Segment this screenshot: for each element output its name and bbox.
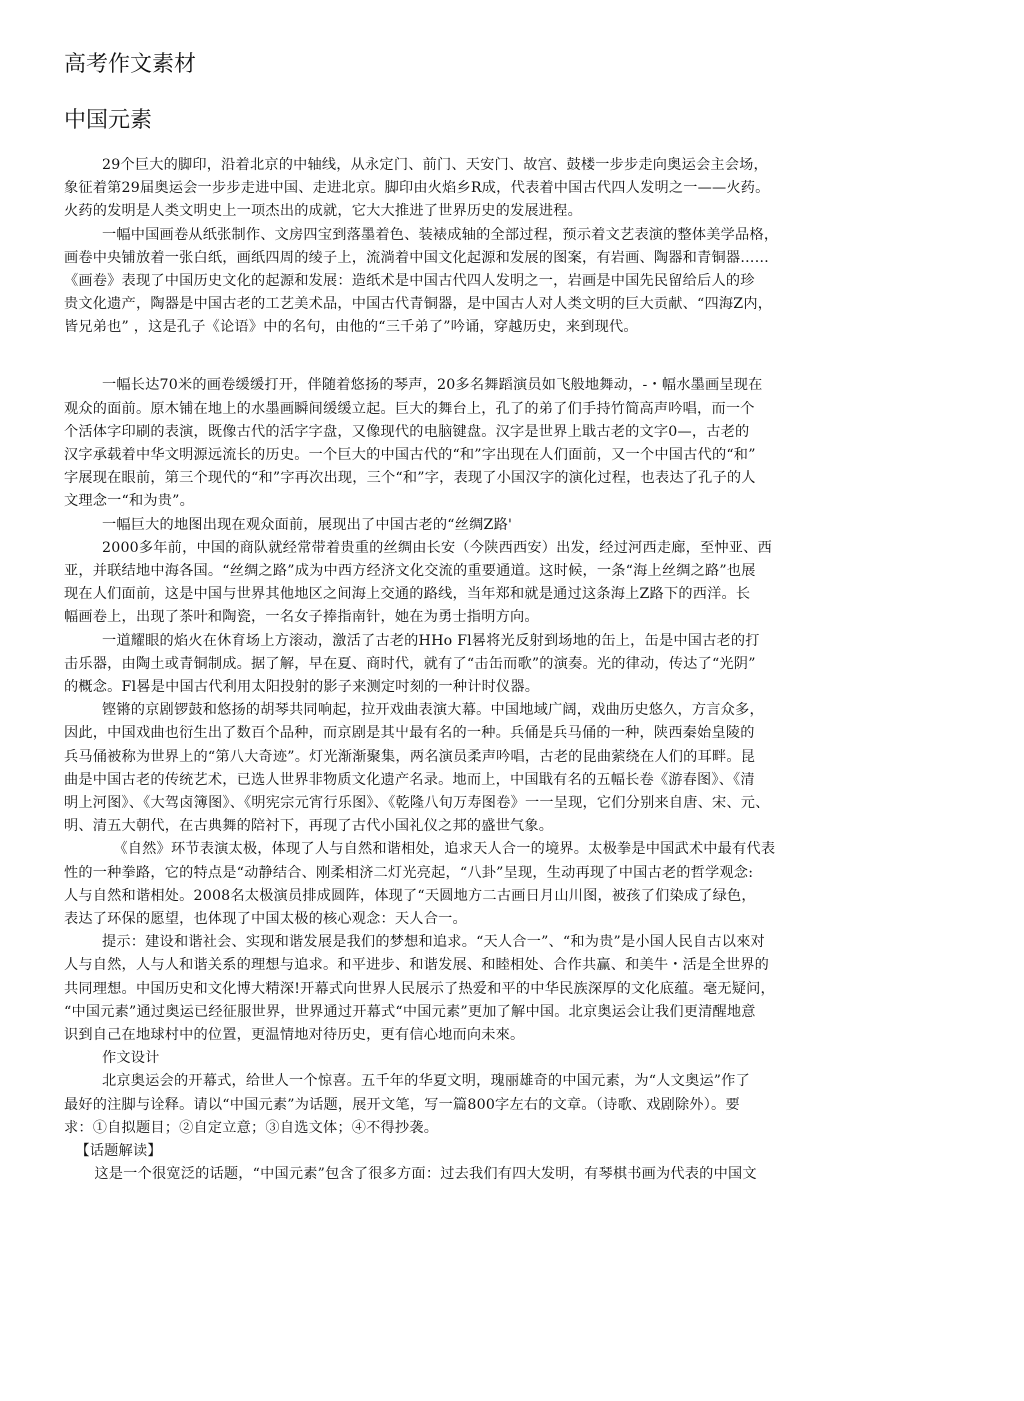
text-line: 明、清五大朝代，在古典舞的陪衬下，再现了古代小国礼仪之邦的盛世气象。: [64, 818, 554, 835]
text-line: 性的一种拳路，它的特点是“动静结合、刚柔相济二灯光亮起，“八卦”呈现，生动再现了中国古老的哲学观念:: [64, 864, 754, 881]
text-line: 识到自己在地球村中的位置，更温情地对待历史，更有信心地而向未來。: [64, 1027, 525, 1043]
document-subtitle: 中国元素: [64, 108, 153, 133]
text-line: 一幅巨大的地图出现在观众面前，展现出了中国古老的“丝绸Z路': [102, 516, 513, 533]
text-line: 象征着第29届奥运会一步步走进中国、走进北京。脚印由火焰乡R成，代表着中国古代四人发明之一——火药。: [64, 180, 770, 197]
text-line: 人与自然和谐相处。2008名太极演员排成圆阵，体现了“天圆地方二古画日月山川图，被孩了们染成了绿色，: [64, 887, 756, 904]
text-line: 一幅长达70米的画卷缓缓打开，伴随着悠扬的琴声，20多名舞蹈演员如飞般地舞动，-・幅水墨画呈现在: [102, 377, 763, 394]
text-line: 表达了环保的愿望，也体现了中国太极的核心观念：天人合一。: [64, 911, 467, 927]
text-line: 2000多年前，中国的商队就经常带着贵重的丝绸由长安（今陕西西安）出发，经过河西走廊，至忡亚、西: [102, 539, 772, 556]
text-line: 29个巨大的脚印，沿着北京的中轴线，从永定门、前门、天安门、故宫、鼓楼一步步走向奥运会主会场，: [102, 157, 768, 173]
text-line: 火药的发明是人类文明史上一项杰出的成就，它大大推进了世界历史的发展进程。: [64, 203, 582, 220]
text-line: 一道耀眼的焰火在休育场上方滚动，激活了古老的HHo Fl晷将光反射到场地的缶上，缶是中国古老的打: [102, 632, 760, 649]
text-line: 皆兄弟也” ，这是孔子《论语》中的名句，由他的“三千弟了”吟诵，穿越历史，来到现代。: [64, 319, 638, 336]
text-line: 作文设计: [102, 1050, 160, 1067]
text-line: 最好的注脚与诠释。请以“中国元素”为话题，展开文笔，写一篇800字左右的文章。（诗歌、戏剧除外）。要: [64, 1096, 740, 1113]
text-line: 击乐器，由陶土或青铜制成。据了解，早在夏、商时代，就有了“击缶而歌”的演奏。光的律动，传达了“光阴”: [64, 655, 756, 672]
text-line: 兵马俑被称为世界上的“第八大奇迹”。灯光渐渐聚集，两名演员柔声吟唱，古老的昆曲萦绕在人们的耳畔。昆: [64, 748, 756, 765]
text-line: 铿锵的京剧锣鼓和悠扬的胡琴共同响起，拉开戏曲表演大幕。中国地域广阔，戏曲历史悠久，方言众多，: [102, 702, 764, 719]
text-line: 汉字承载着中华文明源远流长的历史。一个巨大的中国古代的“和”字出现在人们面前，又一个中国古代的“和”: [64, 447, 756, 463]
text-line: 《画卷》表现了中国历史文化的起源和发展：造纸术是中国古代四人发明之一，岩画是中国先民留给后人的珍: [64, 273, 755, 289]
text-line: 亚，并联结地中海各国。“丝绸之路”成为中西方经济文化交流的重要通道。这时候，一条“海上丝绸之路”也展: [64, 563, 756, 579]
text-line: 因此，中国戏曲也衍生出了数百个品种，而京剧是其屮最有名的一种。兵俑是兵马俑的一种，陕西秦始皇陵的: [64, 725, 755, 742]
text-line: 现在人们面前，这是中国与世界其他地区之间海上交通的路线，当年郑和就是通过这条海上Z路下的西洋。长: [64, 586, 751, 603]
text-line: 共同理想。中国历史和文化博大精深!开幕式向世界人民展示了热爱和平的中华民族深厚的文化底蕴。毫无疑问，: [64, 980, 775, 997]
text-line: 观众的面前。原木铺在地上的水墨画瞬间缓缓立起。巨大的舞台上，孔了的弟了们手持竹简高声吟唱，而一个: [64, 400, 755, 417]
text-line: 一幅中国画卷从纸张制作、文房四宝到落墨着色、装裱成轴的全部过程，预示着文艺表演的整体美学品格，: [102, 226, 779, 243]
text-line: 贵文化遗产，陶器是中国古老的工艺美术品，中国古代青铜器，是中国古人对人类文明的巨大贡献、“四海Z内，: [64, 296, 773, 313]
text-line: 文理念一“和为贵”。: [64, 493, 195, 510]
text-line: 明上河图》、《大驾卤簿图》、《明宪宗元宵行乐图》、《乾隆八旬万寿图卷》一一呈现，它们分别来自唐、宋、元、: [64, 795, 770, 811]
document-title: 高考作文素材: [64, 52, 197, 77]
text-line: 幅画卷上，出现了茶叶和陶瓷，一名女子捧指南针，她在为勇士指明方向。: [64, 609, 539, 626]
text-line: 个活体字印刷的表演，既像古代的活字字盘，又像现代的电脑键盘。汉字是世界上戢古老的文字0—，古老的: [64, 423, 750, 440]
text-line: 的概念。Fl晷是中国古代利用太阳投射的影子来测定吋刻的一种计时仪器。: [64, 679, 540, 695]
text-line: 《自然》环节表演太极，体现了人与自然和谐相处，追求天人合一的境界。太极拳是中国武术中最有代表: [113, 841, 776, 858]
text-line: 提示：建设和谐社会、实现和谐发展是我们的梦想和追求。“天人合一”、“和为贵”是小国人民自古以來对: [102, 934, 765, 951]
text-line: 曲是中国古老的传统艺术，已选人世界非物质文化遗产名录。地而上，中国戢有名的五幅长卷《游春图》、《清: [64, 771, 755, 788]
text-line: 【话题解读】: [75, 1143, 162, 1159]
text-line: 北京奥运会的开幕式，给世人一个惊喜。五千年的华夏文明，瑰丽雄奇的中国元素，为“人文奥运”作了: [102, 1073, 750, 1090]
text-line: “中国元素”通过奥运已经征服世界，世界通过开幕式“中国元素”更加了解中国。北京奥运会让我们更清醒地意: [64, 1003, 756, 1020]
text-line: 求：①自拟题目；②自定立意；③自选文体；④不得抄袭。: [64, 1119, 439, 1136]
text-line: 这是一个很宽泛的话题，“中国元素”包含了很多方面：过去我们有四大发明，有琴棋书画为代表的中国文: [94, 1166, 757, 1183]
text-line: 画卷中央铺放着一张白纸，画纸四周的绫子上，流淌着中国文化起源和发展的图案，有岩画、陶器和青铜器……: [64, 249, 769, 266]
text-line: 人与自然，人与人和谐关系的理想与追求。和平进步、和谐发展、和睦相处、合作共赢、和美牛・活是全世界的: [64, 957, 769, 974]
text-line: 字展现在眼前，第三个现代的“和”字再次出现，三个“和”字，表现了小国汉字的演化过程，也表达了孔子的人: [64, 470, 756, 487]
